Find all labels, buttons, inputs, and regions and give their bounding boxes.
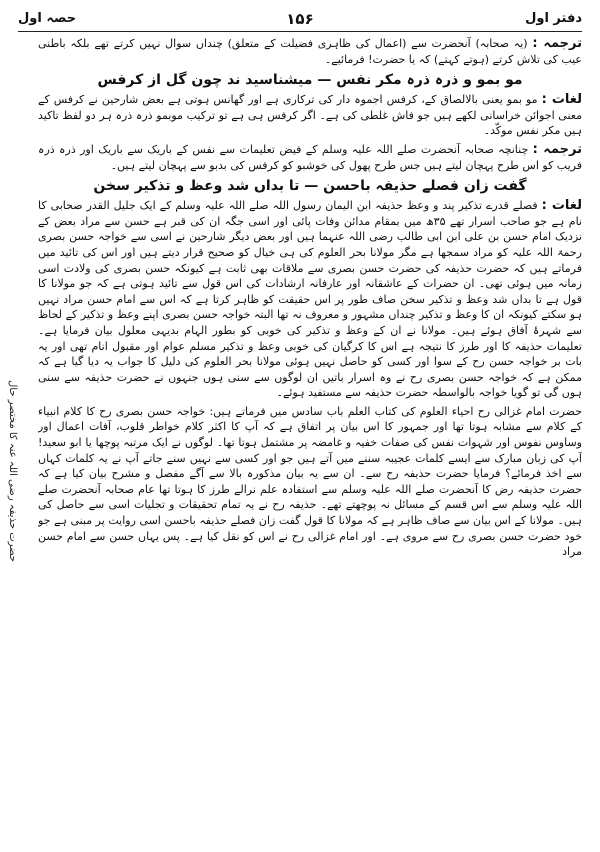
page-number: ۱۵۶	[286, 10, 314, 28]
translation-label: ترجمہ :	[532, 141, 582, 157]
page-body	[38, 36, 582, 844]
paragraph-lexicon-2	[38, 198, 582, 401]
verse-1: مو بمو و ذرہ ذرہ مکر نفس — میشناسید ند چون گل از کرفس	[97, 72, 523, 89]
translation-label: ترجمہ :	[532, 36, 582, 51]
lexicon-label: لغات :	[541, 92, 582, 108]
page-header	[18, 8, 582, 30]
lexicon-text: فصلے قدرے تذکیر پند و وعظ حذیفہ ابن الیمان رسول اللہ صلے اللہ علیہ وسلم کے ایک جلیل القدر صحابی کا نام ہے جو صاحب اسرار تھے ۳۵ھ میں بمقام مدائن وفات پائی اور اسی جگہ ان کی قبر ہے حسن سے مراد بعض کے نزدیک امام حسن بن علی ابن ابی طالب رضی اللہ عنہما ہیں اور بعض دیگر شارحین نے اسی سے خواجہ حسن بصری رحمۃ اللہ علیہ کو مراد سمجھا ہے مگر مولانا بحر العلوم کی ہی خیال کو صحیح قرار دیتے ہیں اور اس کی تائید میں فرماتے ہیں کہ حضرت حذیفہ کی حضرت حسن بصری سے ملاقات بھی ثابت ہے کیونکہ حسن بصری کی ولادت اسی زمانہ میں ہوئی تھی۔ ان حضرات کے عاشقانہ اور عارفانہ ارشادات کی اس قول سے تائید ہوتی ہے کہ جو مولانا کا قول ہے تا بداں شد وعظ و تذکیر سخن صاف طور پر اس حقیقت کو ظاہر کرتا ہے کہ اس سے امام حسن مراد نہیں ہو سکتے کیونکہ ان کا وعظ و تذکیر چنداں مشہور و معروف نہ تھا البتہ خواجہ حسن بصری اپنے وعظ و تذکیر کے لحاظ سے شہرۂ آفاق ہوئے ہیں۔ مولانا نے ان کے وعظ و تذکیر کی خوبی کو بطور الہام بدیہی معلول بیان فرمایا ہے۔ تعلیمات حذیفہ کا اور طرز کا نتیجہ ہے اس کا کرگیان کی خوبی وعظ و تذکیر مسلم عوام اور مقبول انام تھی اور یہ بات بر خواجہ حسن رح کے سوا اور کسی کو حاصل نہیں ہوئی مولانا بحر العلوم کی دلیل کا جواب یہ دیا گیا ہے کہ ممکن ہے کہ خواجہ حسن بصری رح نے وہ اسرار باتیں ان لوگوں سے سنی ہوں جنہوں نے حضرت حذیفہ سے سنی ہوں گی تو گویا خواجہ بالواسطہ حضرت حذیفہ سے مستفید ہوئے۔	[38, 199, 582, 400]
header-part: حصہ اول	[18, 11, 77, 26]
margin-note: حضرت حذیفہ رضی اللہ عنہ کا مختصر حال	[7, 380, 18, 562]
translation-text: چنانچہ صحابہ آنحضرت صلے اللہ علیہ وسلم کے فیض تعلیمات سے نفس کے باریک سے باریک اور ذرہ ذرہ فریب کو اس طرح پہچان لیتے ہیں جس طرح پھول کی خوشبو کو کرفس کی بدبو سے پہچان لیتے ہیں۔	[38, 142, 582, 172]
paragraph-translation-1	[38, 36, 582, 67]
header-volume: دفتر اول	[525, 11, 582, 26]
paragraph-translation-2	[38, 142, 582, 173]
paragraph-commentary: حضرت امام غزالی رح احیاء العلوم کی کتاب العلم باب سادس میں فرماتے ہیں: خواجہ حسن بصری رح کا کلام انبیاء کے کلام سے مشابہ ہوتا تھا اور جمہور کا اس بیان پر اتفاق ہے کہ آپ کا اکثر کلام خواطر قلوب، آفات اعمال اور وساوس نفوس اور شہوات نفس کی صفات خفیہ و غامضہ پر مشتمل ہوتا تھا۔ لوگوں نے ایک مرتبہ پوچھا یا ابو سعید! آپ کی زبان مبارک سے ایسے کلمات عجیبہ سننے میں آتے ہیں جو اور کسی سے نہیں سنے جاتے آپ نے یہ کلمات کہاں سے اخذ فرمائے؟ فرمایا حضرت حذیفہ رح سے۔ ان سے یہ بیان مذکورہ بالا سے آگے مفصل و مشرح بیان کیا ہے کہ حضرت حذیفہ رض کا آنحضرت صلے اللہ علیہ وسلم سے استفادہ علم نرالے طرز کا ہوتا تھا عام صحابہ آنحضرت صلے اللہ علیہ وسلم سے اس قسم کے مسائل نہ پوچھتے تھے۔ حذیفہ رح نے یہ تمام تحقیقات و تجلیات اسی سے حاصل کی ہیں۔ مولانا کے اس بیان سے صاف ظاہر ہے کہ مولانا کا قول گفت زان فصلے حذیفہ باحسن اسی روایت پر مبنی ہے جو خود حضرت حسن بصری رح سے مروی ہے۔ اور امام غزالی رح نے اس کو نقل کیا ہے۔ پس یہاں حسن سے امام حسن مراد	[38, 404, 582, 559]
lexicon-label: لغات :	[541, 198, 582, 214]
paragraph-lexicon-1	[38, 92, 582, 139]
translation-text: (یہ صحابہ) آنحضرت سے (اعمال کی ظاہری فضیلت کے متعلق) چنداں سوال نہیں کرتے تھے بلکہ باطنی عیب کی تلاش کرتے (ہوتے کہتے) کہ یا حضرت! فرمائیے۔	[38, 37, 582, 66]
verse-2: گفت زان فصلے حذیفہ باحسن — تا بداں شد وعظ و تذکیر سخن	[93, 178, 527, 195]
lexicon-text: مو بمو یعنی بالالصاق کے، کرفس اجموہ دار کی ترکاری ہے اور گھانس ہوتی ہے بعض شارحین نے کرفس کے معنی اجوائن خراسانی لکھے ہیں جو فاش غلطی کی ہے۔ اگر کرفس ہی ہے تو ترکیب موبمو ذرہ ذرہ ہر دو لفظ تاکید ہیں مکر نفس موکّد۔	[38, 93, 582, 138]
header-rule	[18, 31, 582, 32]
